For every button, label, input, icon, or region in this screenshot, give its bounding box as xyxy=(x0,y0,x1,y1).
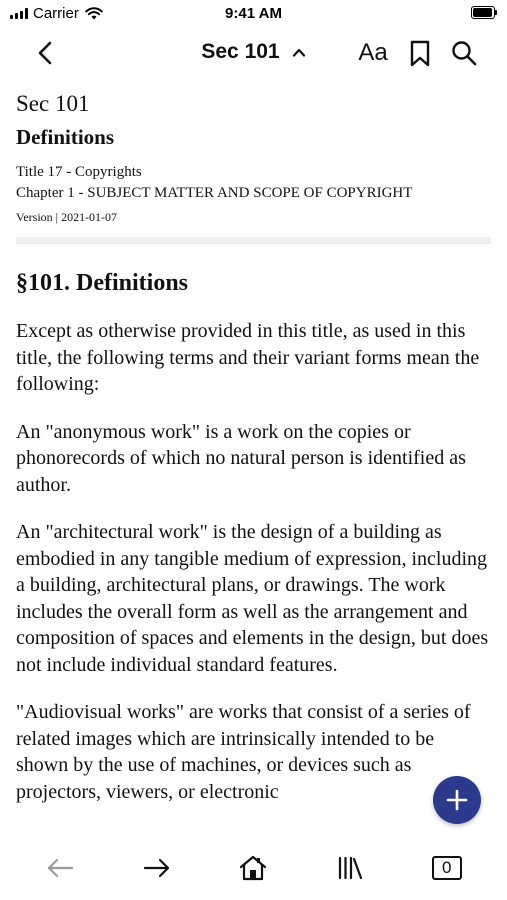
add-button[interactable] xyxy=(433,776,481,824)
carrier-label: Carrier xyxy=(33,5,79,22)
status-time: 9:41 AM xyxy=(225,5,282,22)
nav-title: Sec 101 xyxy=(201,40,280,63)
nav-actions xyxy=(355,38,479,68)
home-button[interactable] xyxy=(231,846,275,890)
section-title: Definitions xyxy=(16,125,115,149)
back-nav-button[interactable] xyxy=(38,846,82,890)
chevron-up-icon xyxy=(292,48,306,57)
font-size-button[interactable]: Aa xyxy=(358,39,388,66)
title-line: Title 17 - Copyrights xyxy=(16,164,142,180)
paragraph: An "architectural work" is the design of a building as embodied in any tangible medium of expression, including a building, architectural plans, or drawings. The work includes the overall form as well as the arrangement and composition of spaces and elements in the design, but does not include individual standard features. xyxy=(16,521,489,676)
library-icon xyxy=(337,856,363,880)
bookmark-button[interactable] xyxy=(405,38,435,68)
library-button[interactable] xyxy=(328,846,372,890)
tabs-icon xyxy=(432,856,462,880)
battery-icon xyxy=(471,6,497,19)
search-icon xyxy=(451,40,477,66)
document-content[interactable] xyxy=(0,84,507,836)
nav-bar xyxy=(0,28,507,78)
tab-count: 0 xyxy=(441,858,452,877)
section-heading: §101. Definitions xyxy=(16,270,189,296)
paragraph: An "anonymous work" is a work on the copies or phonorecords of which no natural person is identified as author. xyxy=(16,420,466,496)
tabs-button[interactable] xyxy=(425,846,469,890)
chapter-line: Chapter 1 - SUBJECT MATTER AND SCOPE OF COPYRIGHT xyxy=(16,185,413,201)
section-label: Sec 101 xyxy=(16,91,90,116)
arrow-left-icon xyxy=(46,858,74,878)
status-bar xyxy=(0,0,507,28)
forward-nav-button[interactable] xyxy=(135,846,179,890)
bottom-toolbar xyxy=(0,836,507,900)
plus-icon xyxy=(446,789,468,811)
paragraph: "Audiovisual works" are works that consist of a series of related images which are intrinsically intended to be shown by the use of machines, or devices such as projectors, viewers, or electronic xyxy=(16,701,471,803)
search-button[interactable] xyxy=(449,38,479,68)
divider xyxy=(16,237,491,244)
version-line: Version | 2021-01-07 xyxy=(16,210,118,224)
arrow-right-icon xyxy=(143,858,171,878)
paragraph: Except as otherwise provided in this title, as used in this title, the following terms and their variant forms mean the following: xyxy=(16,320,480,395)
bookmark-icon xyxy=(410,40,430,67)
home-icon xyxy=(239,854,267,882)
